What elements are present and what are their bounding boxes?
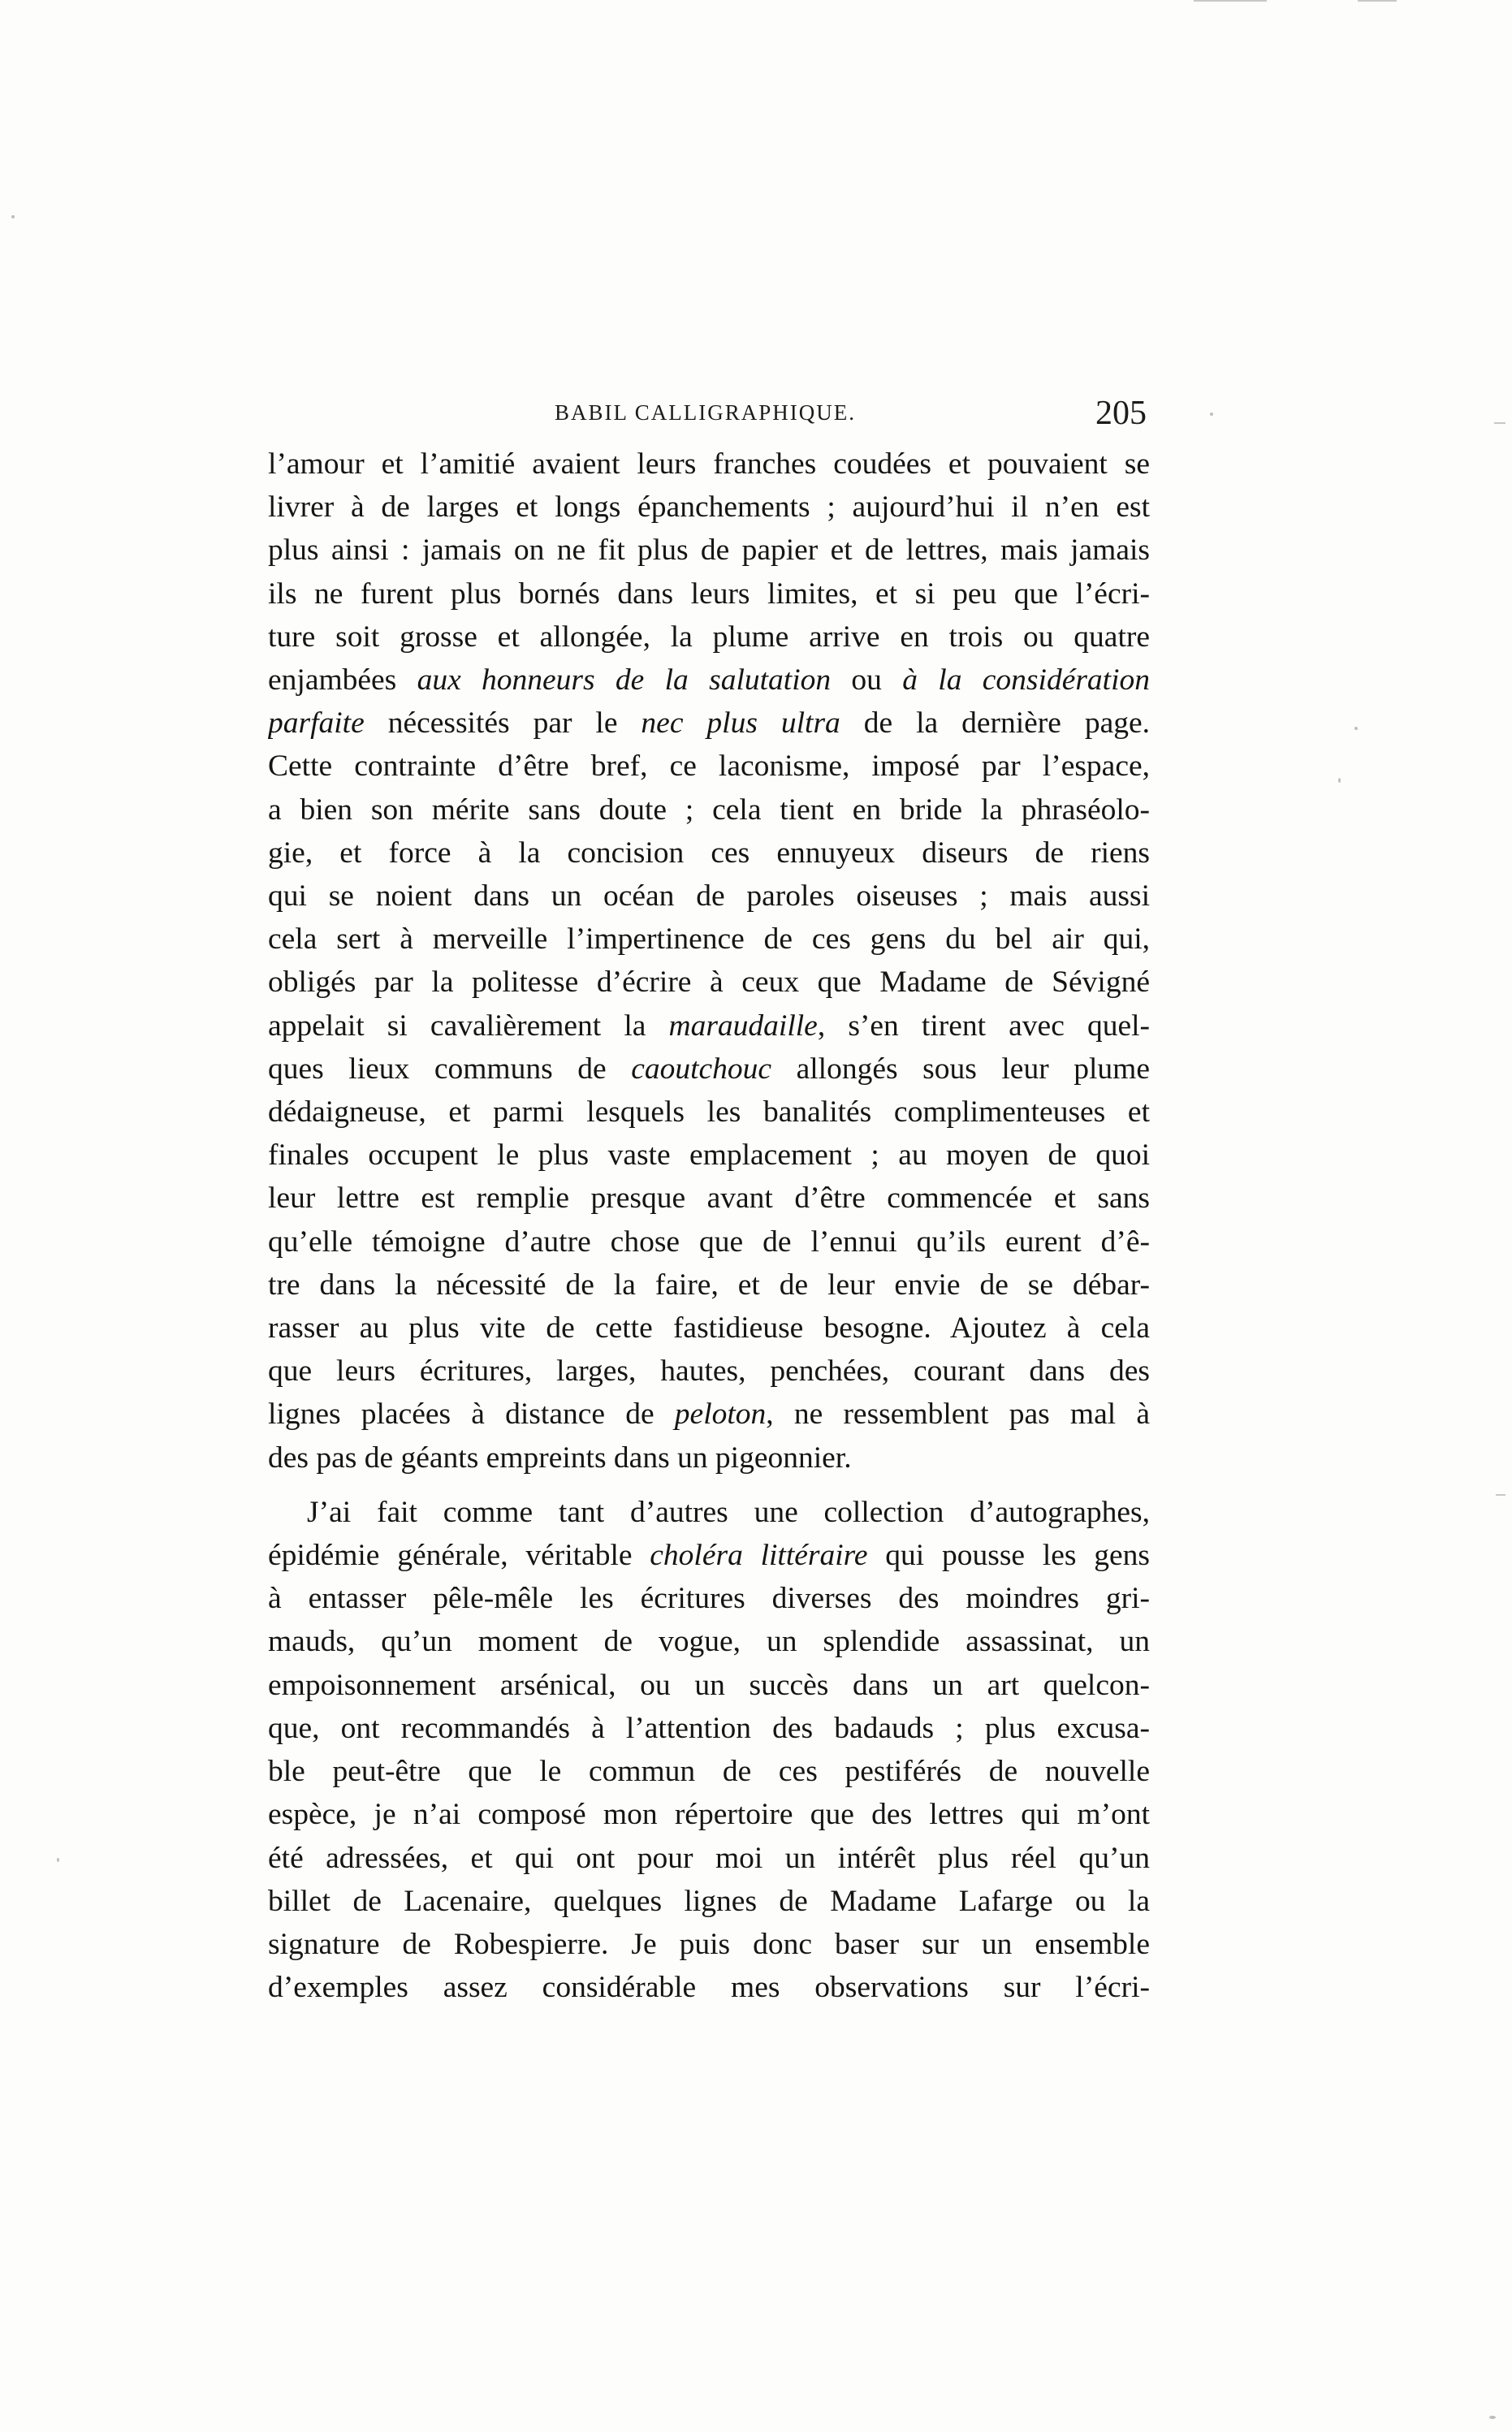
text-line: J’ai fait comme tant d’autres une collection d’autographes, (307, 1495, 1150, 1529)
text-line: billet de Lacenaire, quelques lignes de Madame Lafarge ou la (268, 1884, 1150, 1918)
italic-phrase: caoutchouc (631, 1052, 772, 1086)
text-line: qu’elle témoigne d’autre chose que de l’ennui qu’ils eurent d’ê- (268, 1225, 1150, 1259)
text-line: appelait si cavalièrement la maraudaille, s’en tirent avec quel- (268, 1009, 1150, 1043)
italic-phrase: peloton (674, 1397, 767, 1432)
text-line: lignes placées à distance de peloton, ne ressemblent pas mal à (268, 1397, 1150, 1432)
scan-speck (57, 1858, 59, 1862)
scan-speck (1489, 2416, 1496, 2419)
scan-speck (1338, 778, 1341, 783)
paragraph-1 (268, 443, 1150, 1480)
scan-speck (11, 215, 15, 218)
scan-speck (1210, 413, 1213, 416)
italic-phrase: maraudaille (668, 1009, 818, 1043)
text-line: signature de Robespierre. Je puis donc baser sur un ensemble (268, 1927, 1150, 1961)
text-line: obligés par la politesse d’écrire à ceux que Madame de Sévigné (268, 965, 1150, 1000)
text-line: mauds, qu’un moment de vogue, un splendide assassinat, un (268, 1625, 1150, 1659)
text-line: plus ainsi : jamais on ne fit plus de papier et de lettres, mais jamais (268, 533, 1150, 568)
scan-edge-mark (1358, 0, 1397, 2)
text-line: que leurs écritures, larges, hautes, penchées, courant dans des (268, 1354, 1150, 1389)
paragraph-2 (268, 1491, 1150, 2009)
text-line: enjambées aux honneurs de la salutation ou à la considération (268, 663, 1150, 698)
text-line: ils ne furent plus bornés dans leurs limites, et si peu que l’écri- (268, 577, 1150, 611)
italic-phrase: parfaite (268, 706, 365, 741)
page-number: 205 (1095, 395, 1147, 432)
text-line: gie, et force à la concision ces ennuyeux diseurs de riens (268, 836, 1150, 870)
running-title: BABIL CALLIGRAPHIQUE. (555, 400, 856, 425)
italic-phrase: nec plus ultra (641, 706, 840, 741)
text-line: que, ont recommandés à l’attention des badauds ; plus excusa- (268, 1711, 1150, 1745)
scan-speck (1354, 727, 1358, 730)
text-line: espèce, je n’ai composé mon répertoire que des lettres qui m’ont (268, 1798, 1150, 1832)
text-line: dédaigneuse, et parmi lesquels les banalités complimenteuses et (268, 1095, 1150, 1130)
text-line: empoisonnement arsénical, ou un succès dans un art quelcon- (268, 1668, 1150, 1702)
text-line: été adressées, et qui ont pour moi un intérêt plus réel qu’un (268, 1841, 1150, 1875)
text-line: d’exemples assez considérable mes observations sur l’écri- (268, 1971, 1150, 2005)
text-line: l’amour et l’amitié avaient leurs franches coudées et pouvaient se (268, 447, 1150, 481)
text-line: livrer à de larges et longs épanchements ; aujourd’hui il n’en est (268, 490, 1150, 525)
text-line: à entasser pêle-mêle les écritures diverses des moindres gri- (268, 1582, 1150, 1616)
scan-edge-mark (1194, 0, 1267, 2)
text-line: parfaite nécessités par le nec plus ultra de la dernière page. (268, 706, 1150, 741)
text-line: des pas de géants empreints dans un pigeonnier. (268, 1441, 852, 1475)
text-line: Cette contrainte d’être bref, ce laconisme, imposé par l’espace, (268, 749, 1150, 784)
running-head (268, 394, 1161, 443)
italic-phrase: à la considération (902, 663, 1150, 698)
text-line: rasser au plus vite de cette fastidieuse besogne. Ajoutez à cela (268, 1311, 1150, 1346)
text-line: ble peut-être que le commun de ces pestiférés de nouvelle (268, 1755, 1150, 1789)
italic-phrase: choléra littéraire (650, 1539, 868, 1573)
text-line: a bien son mérite sans doute ; cela tient en bride la phraséolo- (268, 793, 1150, 827)
text-line: épidémie générale, véritable choléra littéraire qui pousse les gens (268, 1539, 1150, 1573)
text-line: finales occupent le plus vaste emplacement ; au moyen de quoi (268, 1138, 1150, 1173)
text-line: qui se noient dans un océan de paroles oiseuses ; mais aussi (268, 879, 1150, 914)
body-text (268, 443, 1150, 2009)
text-line: leur lettre est remplie presque avant d’être commencée et sans (268, 1181, 1150, 1216)
scan-edge-mark (1496, 1494, 1506, 1496)
text-line: ture soit grosse et allongée, la plume arrive en trois ou quatre (268, 620, 1150, 654)
italic-phrase: aux honneurs de la salutation (417, 663, 832, 698)
scan-edge-mark (1494, 422, 1506, 424)
text-line: ques lieux communs de caoutchouc allongés sous leur plume (268, 1052, 1150, 1086)
text-line: cela sert à merveille l’impertinence de ces gens du bel air qui, (268, 922, 1150, 957)
text-line: tre dans la nécessité de la faire, et de leur envie de se débar- (268, 1268, 1150, 1302)
